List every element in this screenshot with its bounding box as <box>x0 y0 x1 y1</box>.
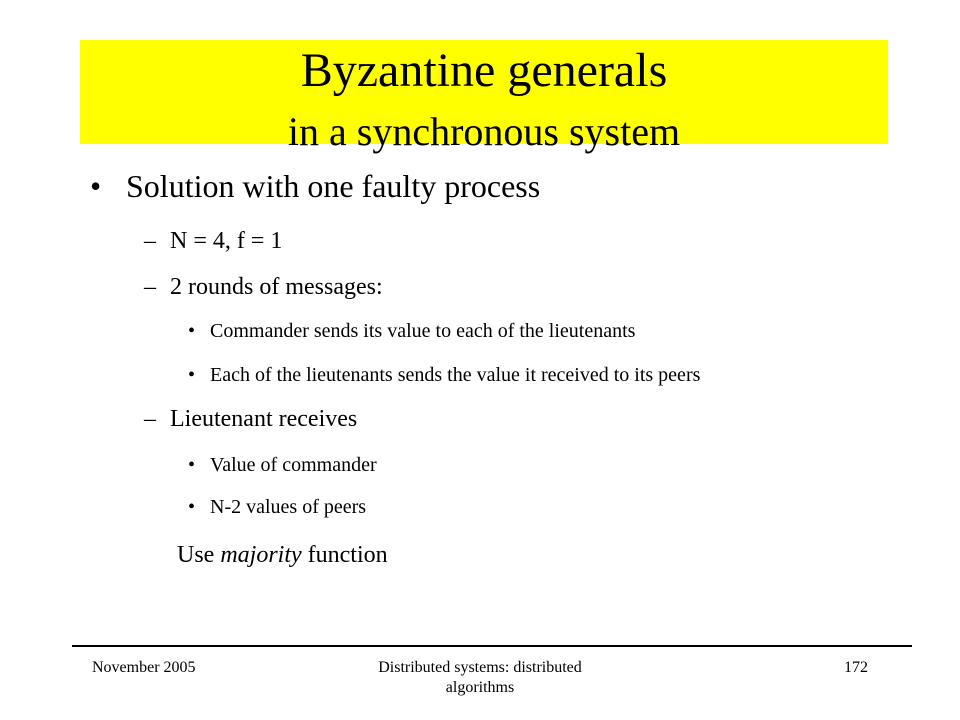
footer-date: November 2005 <box>92 659 196 676</box>
slide-subtitle: in a synchronous system <box>287 109 681 154</box>
sub-bullet-marker: • <box>188 496 196 518</box>
dash-text: 2 rounds of messages: <box>170 274 383 300</box>
dash-text: N = 4, f = 1 <box>170 228 283 254</box>
slide-title: Byzantine generals <box>300 44 668 97</box>
sub-bullet-text: N-2 values of peers <box>210 496 367 518</box>
bullet-text: Solution with one faulty process <box>126 168 541 204</box>
footer-course-title <box>320 658 640 698</box>
footer-course-line2: algorithms <box>445 679 515 696</box>
dash-marker: – <box>144 228 156 254</box>
sub-bullet-text: Each of the lieutenants sends the value it received to its peers <box>210 364 701 386</box>
footer-course-line1: Distributed systems: distributed <box>378 659 582 676</box>
footer-divider <box>72 645 912 647</box>
sub-bullet-marker: • <box>188 364 196 386</box>
dash-marker: – <box>144 274 156 300</box>
bullet-marker: • <box>90 168 102 204</box>
note-prefix: Use <box>177 542 221 568</box>
note-emphasis: majority <box>220 542 302 568</box>
dash-text: Lieutenant receives <box>170 406 358 432</box>
sub-bullet-marker: • <box>188 320 196 342</box>
footer-page-number: 172 <box>844 659 868 676</box>
sub-bullet-marker: • <box>188 454 196 476</box>
sub-bullet-text: Value of commander <box>210 454 377 476</box>
dash-marker: – <box>144 406 156 432</box>
sub-bullet-text: Commander sends its value to each of the lieutenants <box>210 320 636 342</box>
note-suffix: function <box>301 542 388 568</box>
majority-note <box>177 540 388 570</box>
